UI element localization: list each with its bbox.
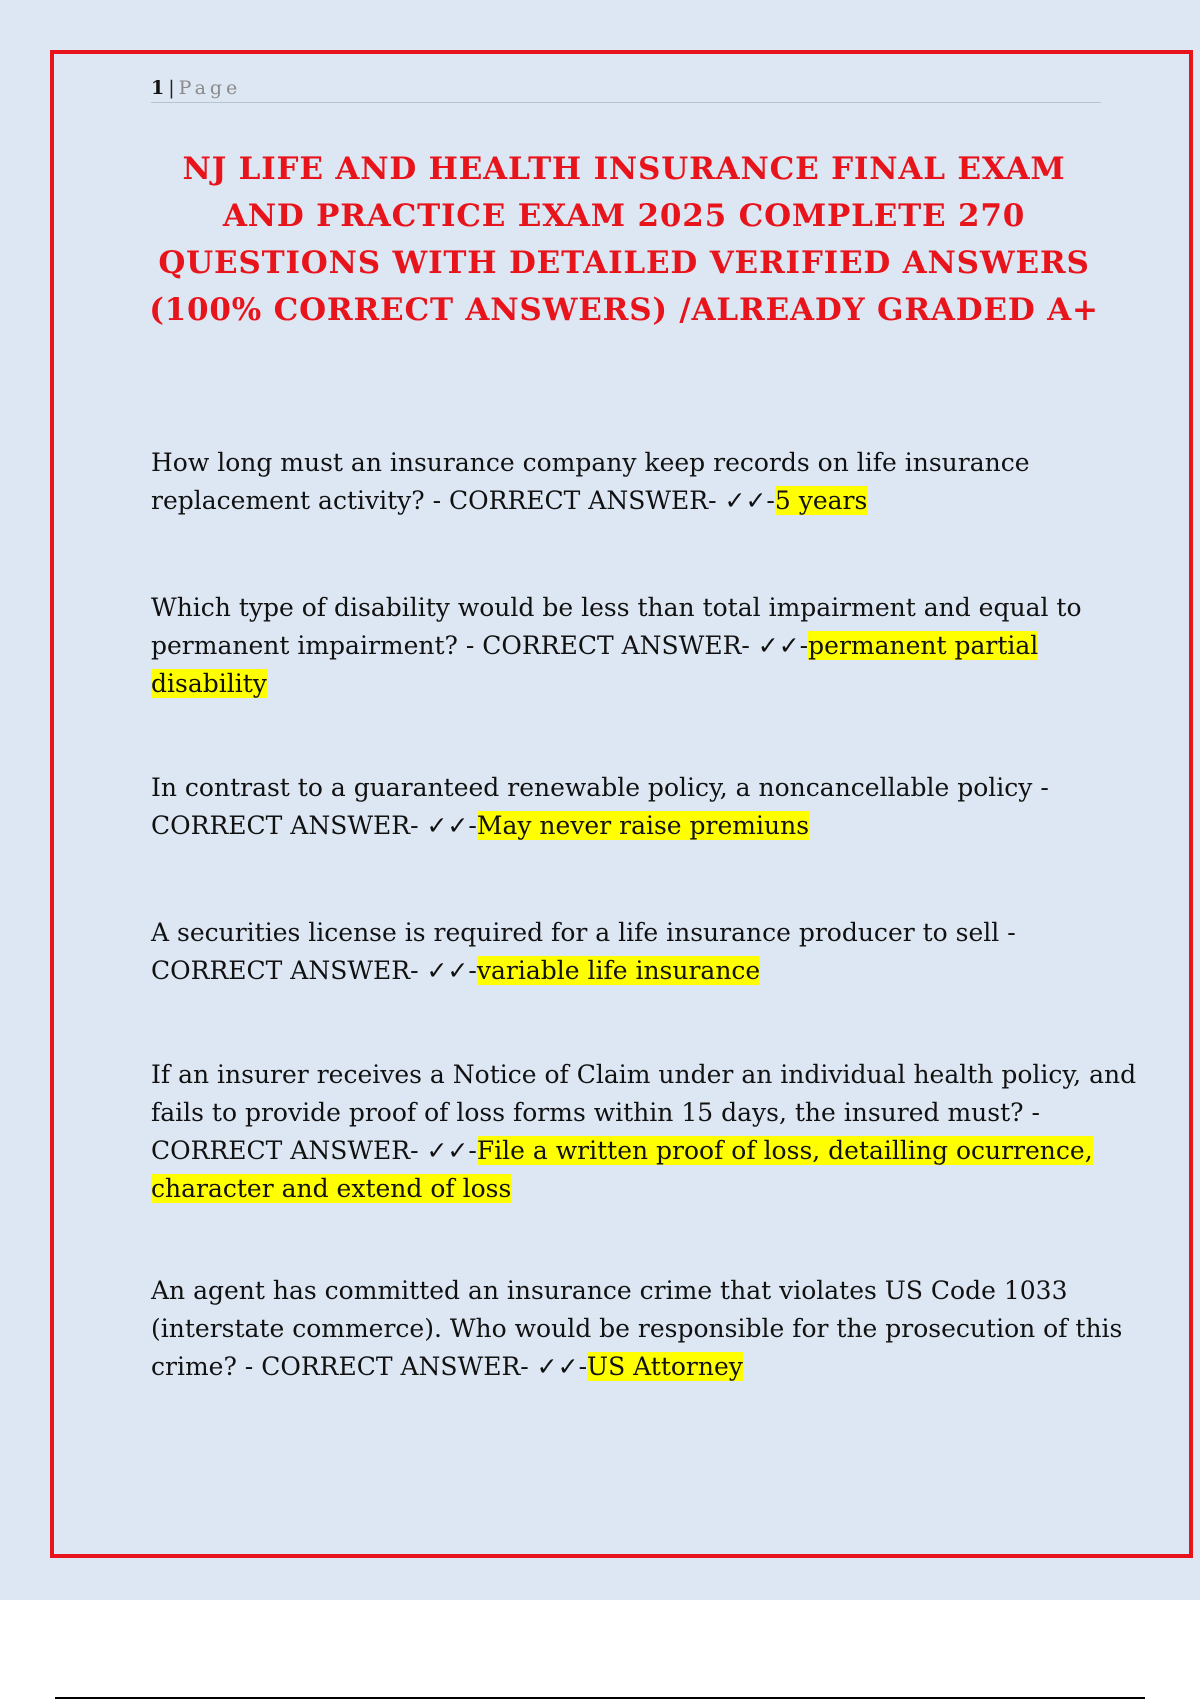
qa-item (151, 1272, 1141, 1386)
answer-highlight: permanent partial disability (151, 631, 1039, 698)
answer-highlight: variable life insurance (476, 956, 761, 985)
question-text: How long must an insurance company keep records on life insurance replacement activity? - CORRECT ANSWER- ✓✓- (151, 448, 1030, 515)
page-number: 1 (151, 77, 165, 99)
question-text: An agent has committed an insurance crime that violates US Code 1033 (interstate commerce). Who would be responsible for the prosecution of this crime? - CORRECT ANSWER- ✓✓- (151, 1276, 1123, 1381)
page-header (151, 78, 1101, 103)
qa-item (151, 444, 1141, 520)
answer-highlight: 5 years (774, 486, 868, 515)
document-title: NJ LIFE AND HEALTH INSURANCE FINAL EXAM AND PRACTICE EXAM 2025 COMPLETE 270 QUESTIONS WITH DETAILED VERIFIED ANSWERS (100% CORRECT ANSWERS) /ALREADY GRADED A+ (149, 151, 1099, 328)
qa-item (151, 589, 1141, 703)
page-frame (50, 50, 1193, 1558)
answer-highlight: File a written proof of loss, detailling ocurrence, character and extend of loss (151, 1136, 1093, 1203)
qa-item (151, 1056, 1141, 1208)
page-word: Page (178, 77, 242, 99)
header-separator: | (168, 77, 175, 99)
answer-highlight: US Attorney (587, 1352, 743, 1381)
question-text: If an insurer receives a Notice of Claim under an individual health policy, and fails to provide proof of loss forms within 15 days, the insured must? - CORRECT ANSWER- ✓✓- (151, 1060, 1137, 1165)
qa-item (151, 769, 1141, 845)
answer-highlight: May never raise premiuns (476, 811, 810, 840)
question-text: Which type of disability would be less than total impairment and equal to permanent impairment? - CORRECT ANSWER- ✓✓- (151, 593, 1082, 660)
footer-rule (55, 1697, 1145, 1699)
qa-item (151, 914, 1141, 990)
question-text: A securities license is required for a life insurance producer to sell - CORRECT ANSWER- ✓✓- (151, 918, 1016, 985)
question-text: In contrast to a guaranteed renewable policy, a noncancellable policy - CORRECT ANSWER- ✓✓- (151, 773, 1049, 840)
